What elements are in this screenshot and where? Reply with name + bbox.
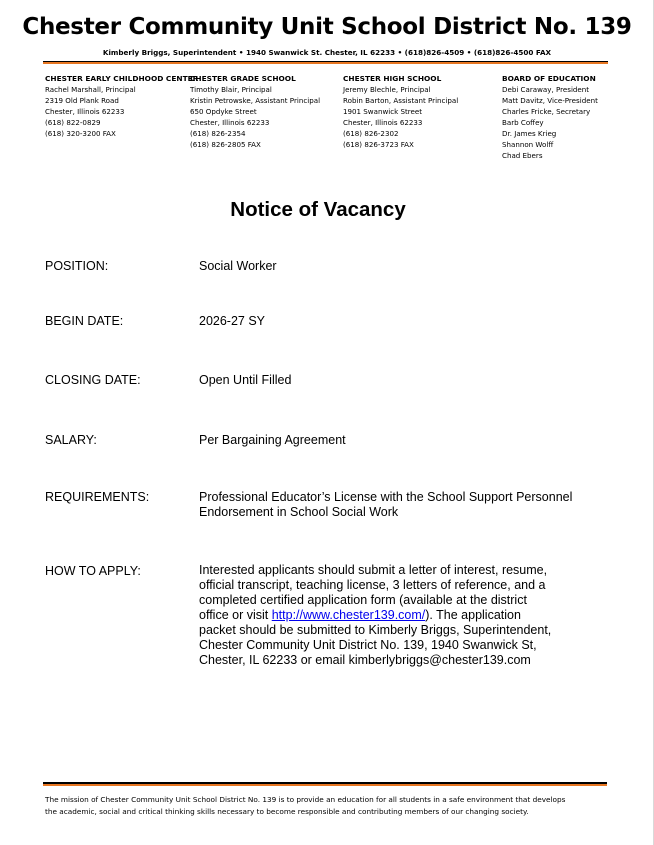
board-member: Shannon Wolff	[502, 140, 554, 149]
requirements-line: Endorsement in School Social Work	[199, 505, 399, 519]
district-title: Chester Community Unit School District No. 139	[22, 14, 632, 40]
header-divider-orange	[43, 62, 608, 64]
begin-date-value: 2026-27 SY	[199, 314, 266, 328]
closing-date-value: Open Until Filled	[199, 373, 292, 387]
school-line: Jeremy Blechle, Principal	[343, 85, 431, 94]
requirements-label: REQUIREMENTS:	[45, 490, 150, 504]
school-line: Robin Barton, Assistant Principal	[343, 96, 459, 105]
school-line: 2319 Old Plank Road	[45, 96, 119, 105]
school-line: Rachel Marshall, Principal	[45, 85, 136, 94]
closing-date-label: CLOSING DATE:	[45, 373, 141, 387]
board-of-education-column	[502, 73, 598, 161]
school-name: CHESTER EARLY CHILDHOOD CENTER	[45, 74, 199, 83]
school-line: (618) 826-2805 FAX	[190, 140, 261, 149]
apply-line-prefix: office or visit	[199, 608, 272, 622]
school-column-high-school	[343, 73, 458, 150]
board-member: Charles Fricke, Secretary	[502, 107, 591, 116]
school-line: (618) 822-0829	[45, 118, 101, 127]
school-line: Chester, Illinois 62233	[45, 107, 125, 116]
school-line: 650 Opdyke Street	[190, 107, 257, 116]
mission-line: The mission of Chester Community Unit School District No. 139 is to provide an education for all students in a safe environment that develops	[45, 795, 566, 804]
board-member: Barb Coffey	[502, 118, 544, 127]
school-line: Chester, Illinois 62233	[343, 118, 423, 127]
apply-line: Chester Community Unit District No. 139, 1940 Swanwick St,	[199, 638, 537, 652]
apply-line: official transcript, teaching license, 3 letters of reference, and a	[199, 578, 546, 592]
school-line: (618) 320-3200 FAX	[45, 129, 116, 138]
board-member: Matt Davitz, Vice-President	[502, 96, 598, 105]
salary-label: SALARY:	[45, 433, 97, 447]
district-contact-line: Kimberly Briggs, Superintendent • 1940 Swanwick St. Chester, IL 62233 • (618)826-4509 • (618)826-4500 FAX	[102, 48, 552, 57]
school-name: CHESTER HIGH SCHOOL	[343, 74, 442, 83]
how-to-apply-label: HOW TO APPLY:	[45, 564, 141, 578]
requirements-value	[199, 490, 572, 520]
how-to-apply-text	[199, 563, 579, 668]
apply-line-with-link	[199, 608, 579, 623]
footer-divider-orange	[43, 784, 607, 786]
board-member: Debi Caraway, President	[502, 85, 590, 94]
school-line: (618) 826-2354	[190, 129, 246, 138]
board-member: Dr. James Krieg	[502, 129, 557, 138]
school-name: CHESTER GRADE SCHOOL	[190, 74, 296, 83]
board-member: Chad Ebers	[502, 151, 543, 160]
begin-date-label: BEGIN DATE:	[45, 314, 124, 328]
apply-line: Chester, IL 62233 or email kimberlybriggs@chester139.com	[199, 653, 531, 667]
school-line: Kristin Petrowske, Assistant Principal	[190, 96, 321, 105]
school-line: (618) 826-2302	[343, 129, 399, 138]
mission-line: the academic, social and critical thinking skills necessary to become responsible and contributing members of our changing society.	[45, 806, 529, 816]
position-label: POSITION:	[45, 259, 109, 273]
school-line: Timothy Blair, Principal	[190, 85, 272, 94]
board-heading: BOARD OF EDUCATION	[502, 74, 596, 83]
notice-title: Notice of Vacancy	[230, 198, 406, 221]
mission-statement	[45, 794, 615, 817]
requirements-line: Professional Educator’s License with the School Support Personnel	[199, 490, 573, 504]
apply-line: completed certified application form (available at the district	[199, 593, 527, 607]
salary-value: Per Bargaining Agreement	[199, 433, 346, 447]
school-column-grade-school	[190, 73, 320, 150]
apply-line: Interested applicants should submit a letter of interest, resume,	[199, 563, 548, 577]
school-column-early-childhood	[45, 73, 198, 139]
school-line: Chester, Illinois 62233	[190, 118, 270, 127]
school-line: 1901 Swanwick Street	[343, 107, 423, 116]
district-website-link[interactable]: http://www.chester139.com/	[271, 608, 426, 622]
position-value: Social Worker	[199, 259, 277, 273]
apply-line-suffix: ). The application	[425, 608, 521, 622]
apply-line: packet should be submitted to Kimberly Briggs, Superintendent,	[199, 623, 552, 637]
school-line: (618) 826-3723 FAX	[343, 140, 414, 149]
